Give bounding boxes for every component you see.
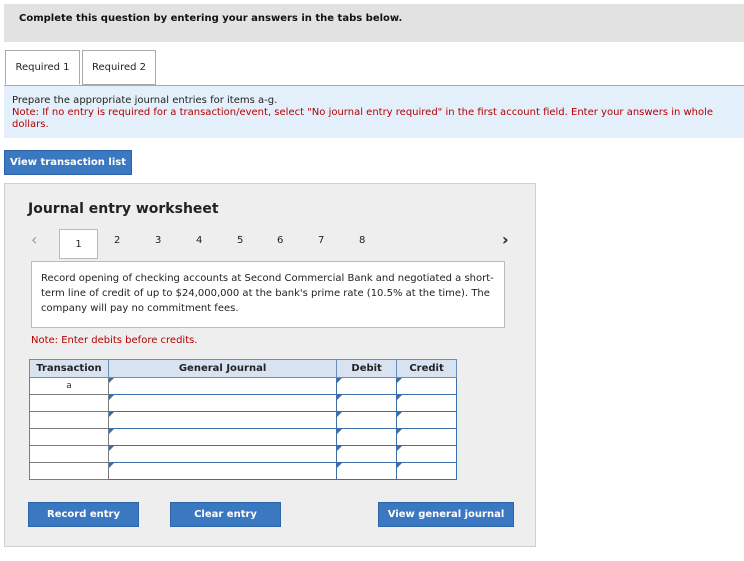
debit-input[interactable] bbox=[337, 412, 397, 429]
instructions-panel bbox=[4, 86, 744, 138]
view-general-journal-button[interactable] bbox=[378, 502, 514, 527]
page-tab-1-label: 1 bbox=[75, 238, 82, 250]
credit-input[interactable] bbox=[397, 446, 457, 463]
debit-input[interactable] bbox=[337, 463, 397, 480]
page-tab-4[interactable]: 4 bbox=[196, 235, 203, 246]
table-row bbox=[30, 463, 457, 480]
credit-input[interactable] bbox=[397, 412, 457, 429]
general-journal-input[interactable] bbox=[108, 463, 336, 480]
debit-input[interactable] bbox=[337, 395, 397, 412]
credit-input[interactable] bbox=[397, 378, 457, 395]
page-tab-1[interactable] bbox=[59, 229, 98, 259]
instructions-note: Note: If no entry is required for a transaction/event, select "No journal entry required" in the first account field. Enter your answers in whole dollars. bbox=[12, 107, 714, 130]
transaction-description: Record opening of checking accounts at Second Commercial Bank and negotiated a short-term line of credit of up to $24,000,000 at the bank's prime rate (10.5% at the time). The company will pay no commitment fees. bbox=[31, 261, 505, 328]
general-journal-input[interactable] bbox=[108, 378, 336, 395]
table-row bbox=[30, 412, 457, 429]
view-transaction-list-button[interactable] bbox=[4, 150, 132, 175]
journal-entry-worksheet bbox=[4, 183, 536, 547]
instruction-banner bbox=[4, 4, 744, 42]
instructions-text: Prepare the appropriate journal entries for items a-g. bbox=[12, 95, 278, 106]
table-row bbox=[30, 378, 457, 395]
credit-input[interactable] bbox=[397, 429, 457, 446]
page-tab-8[interactable]: 8 bbox=[359, 235, 366, 246]
transaction-cell: a bbox=[30, 378, 109, 395]
chevron-right-icon[interactable]: › bbox=[502, 230, 509, 249]
credit-input[interactable] bbox=[397, 463, 457, 480]
worksheet-title: Journal entry worksheet bbox=[28, 201, 219, 217]
transaction-cell bbox=[30, 463, 109, 480]
chevron-left-icon[interactable]: ‹ bbox=[31, 230, 38, 249]
header-transaction: Transaction bbox=[30, 360, 109, 378]
tab-required-1-label: Required 1 bbox=[15, 62, 70, 73]
general-journal-input[interactable] bbox=[108, 395, 336, 412]
record-entry-button[interactable] bbox=[28, 502, 139, 527]
debit-input[interactable] bbox=[337, 378, 397, 395]
transaction-cell bbox=[30, 429, 109, 446]
debit-input[interactable] bbox=[337, 446, 397, 463]
page-tab-7[interactable]: 7 bbox=[318, 235, 325, 246]
header-credit: Credit bbox=[397, 360, 457, 378]
header-general-journal: General Journal bbox=[108, 360, 336, 378]
view-transaction-list-label: View transaction list bbox=[10, 157, 126, 168]
page-tab-3[interactable]: 3 bbox=[155, 235, 162, 246]
debit-input[interactable] bbox=[337, 429, 397, 446]
view-general-journal-label: View general journal bbox=[387, 509, 505, 520]
tab-required-1[interactable] bbox=[5, 50, 80, 85]
credit-input[interactable] bbox=[397, 395, 457, 412]
page-tab-5[interactable]: 5 bbox=[237, 235, 244, 246]
tab-required-2[interactable] bbox=[82, 50, 156, 85]
journal-table bbox=[29, 359, 457, 480]
table-row bbox=[30, 446, 457, 463]
table-row bbox=[30, 429, 457, 446]
clear-entry-button[interactable] bbox=[170, 502, 281, 527]
general-journal-input[interactable] bbox=[108, 412, 336, 429]
general-journal-input[interactable] bbox=[108, 429, 336, 446]
header-debit: Debit bbox=[337, 360, 397, 378]
table-row bbox=[30, 395, 457, 412]
transaction-cell bbox=[30, 446, 109, 463]
page-tab-2[interactable]: 2 bbox=[114, 235, 121, 246]
banner-text: Complete this question by entering your answers in the tabs below. bbox=[19, 13, 403, 24]
record-entry-label: Record entry bbox=[47, 509, 120, 520]
general-journal-input[interactable] bbox=[108, 446, 336, 463]
transaction-cell bbox=[30, 412, 109, 429]
tab-required-2-label: Required 2 bbox=[91, 62, 147, 73]
clear-entry-label: Clear entry bbox=[194, 509, 257, 520]
transaction-cell bbox=[30, 395, 109, 412]
debit-note: Note: Enter debits before credits. bbox=[31, 335, 198, 346]
page-tab-6[interactable]: 6 bbox=[277, 235, 284, 246]
